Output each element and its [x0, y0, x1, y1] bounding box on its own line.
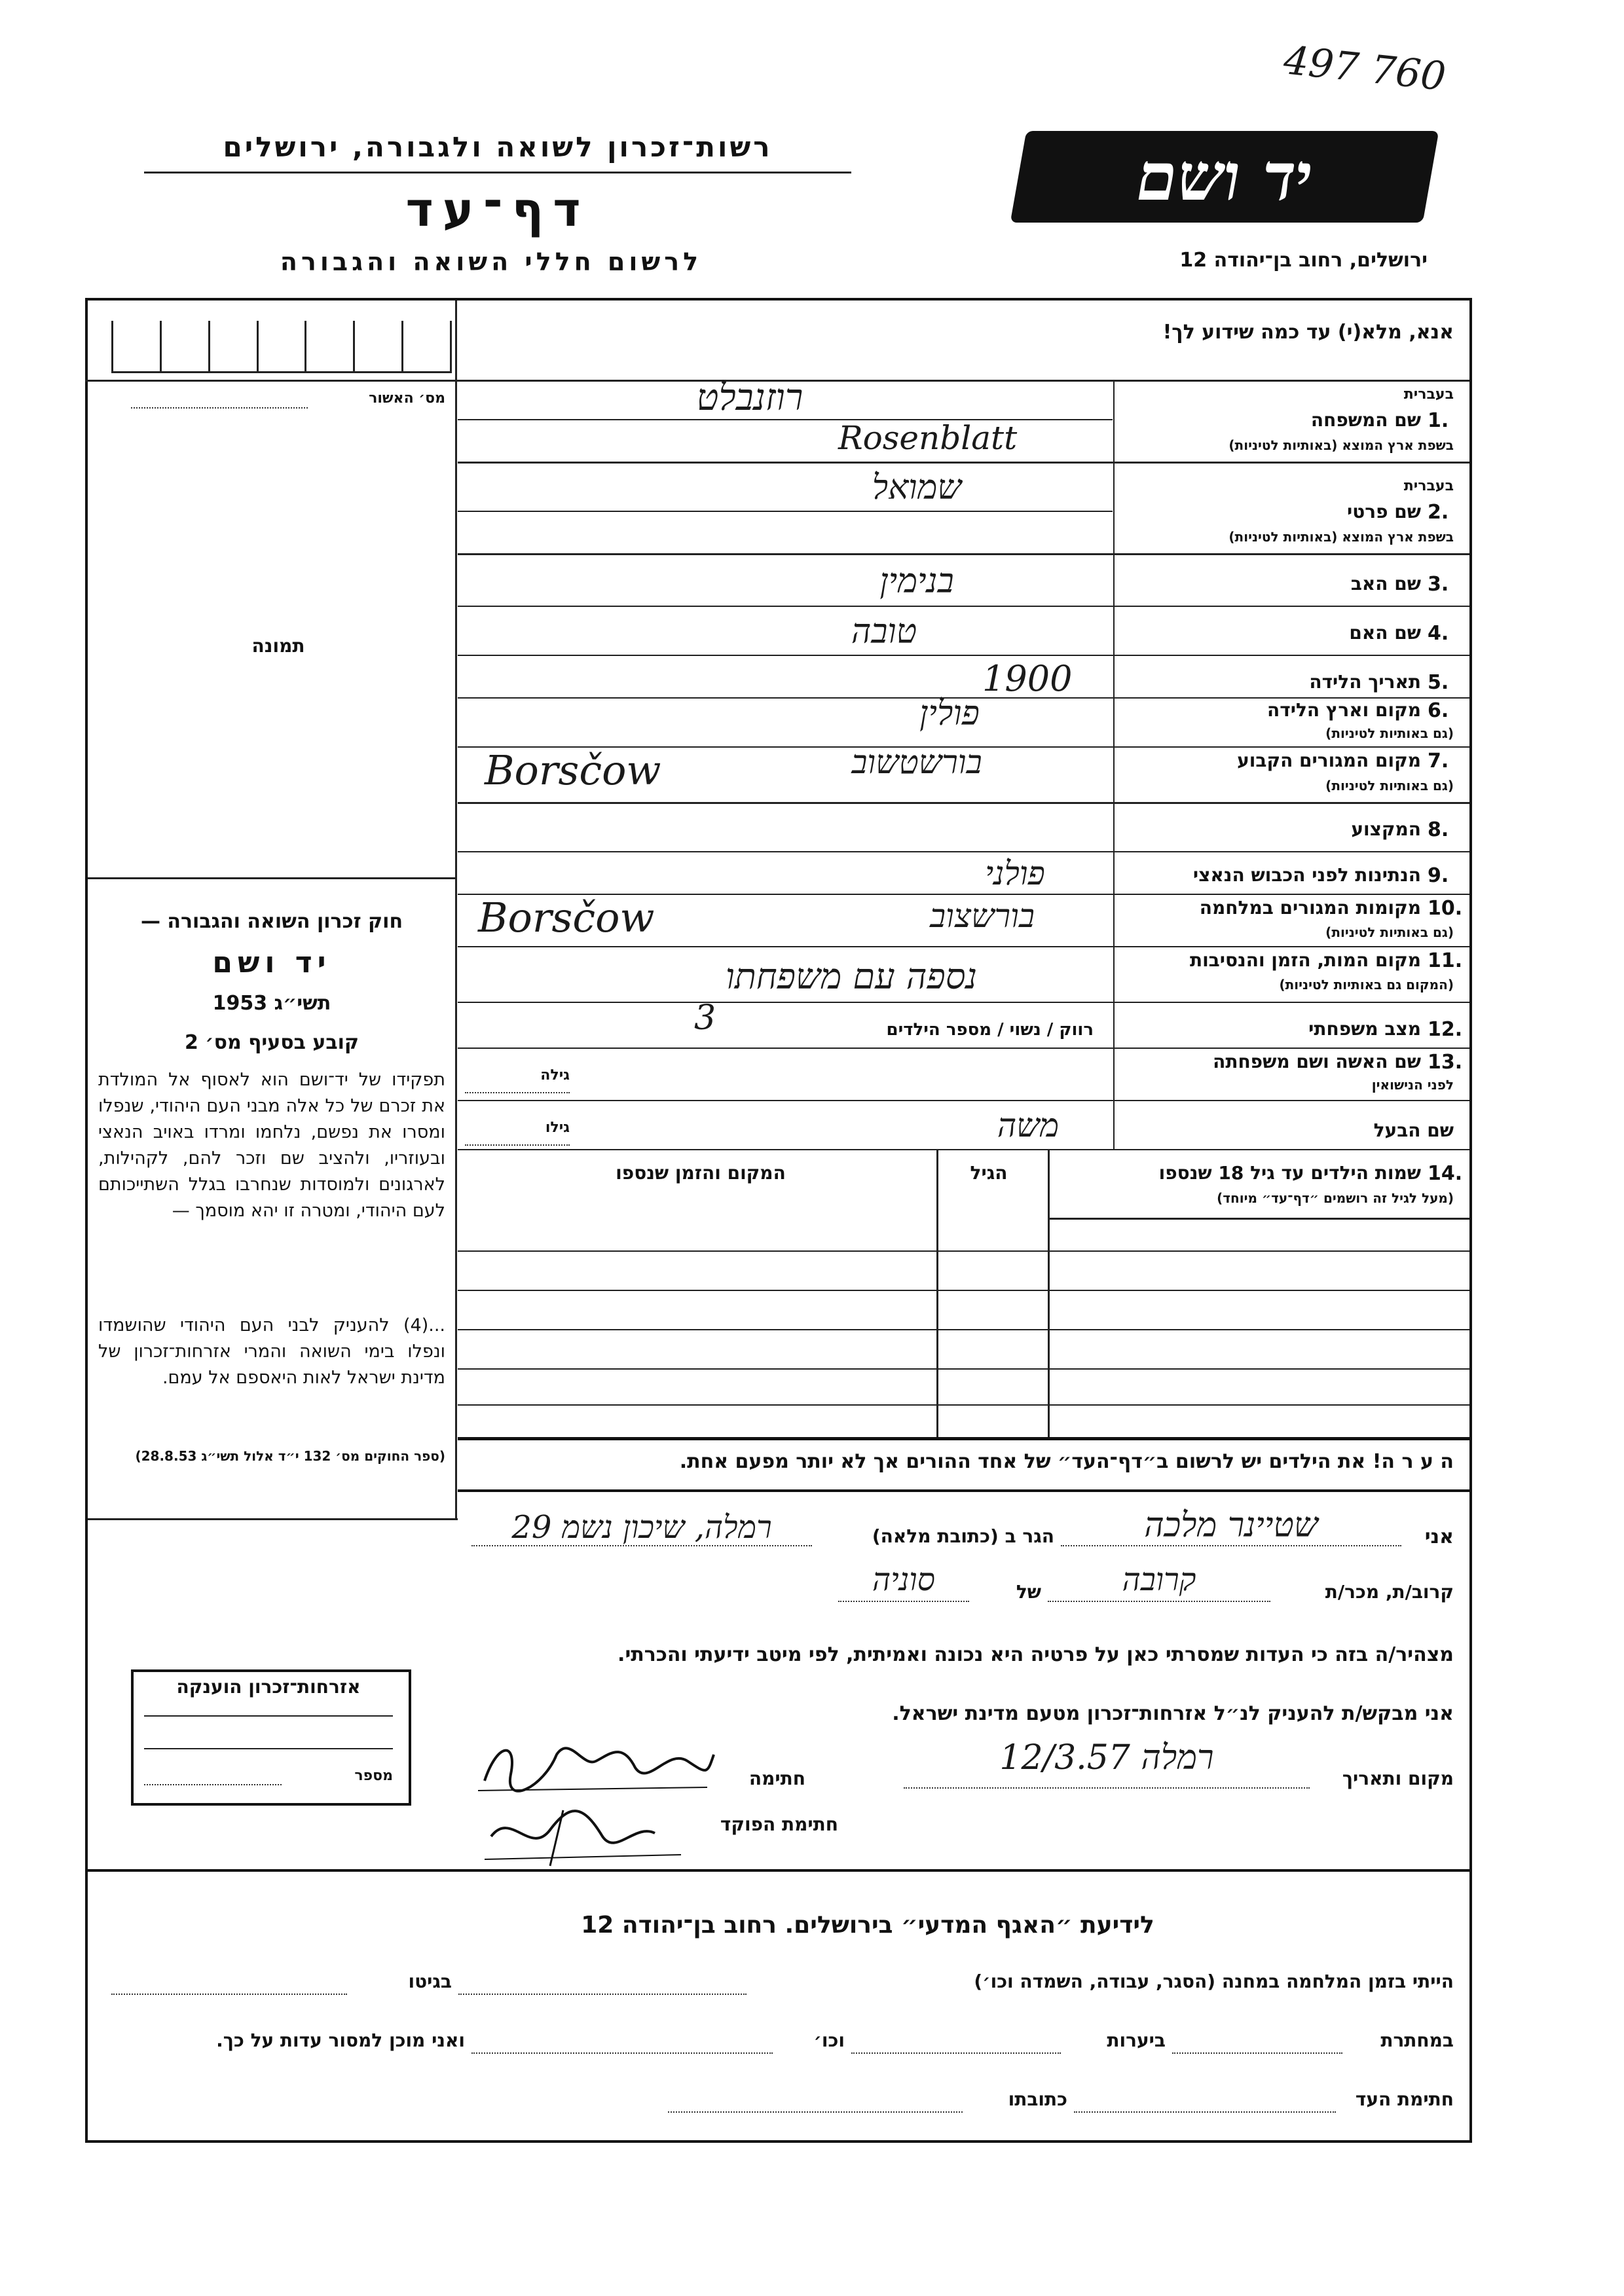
field-5-number: 5. — [1428, 671, 1449, 694]
children-col-age: הגיל — [970, 1162, 1008, 1184]
field-4-label: שם האם — [1349, 622, 1421, 644]
official-scribble-icon — [471, 1797, 694, 1869]
field-6-latin-note: (גם באותיות לטיניות) — [1325, 725, 1454, 741]
law-year-hebrew: תשי״ג — [274, 992, 331, 1015]
witness-of-value[interactable]: סוניה — [872, 1561, 935, 1598]
field-6-label: מקום וארץ הלידה — [1267, 699, 1421, 721]
official-signature-label: חתימת הפוקד — [720, 1813, 838, 1835]
field-7-label: מקום המגורים הקבוע — [1237, 750, 1421, 771]
field-11-value[interactable]: נספה עם משפחתו — [725, 956, 978, 997]
law-text: תפקידו של יד־ושם הוא לאסוף אל המולדת את זכרם של כל אלה מבני העם היהודי, שנפלו ומסרו את נפשם, נלחמו ומרדו באויב הנאצי ובעוזריו, ולהציב שם וזכר להם, לקהילות, לארגונים ולמוסדות שנחרבו בגלל השתייכותם לעם היהודי, ומטרה זו יהא מוסמך — — [98, 1070, 445, 1221]
field-10-number: 10. — [1428, 897, 1463, 920]
archive-number: 497 760 — [1282, 37, 1449, 100]
field-6-value[interactable]: פולין — [919, 694, 980, 733]
form-title: דף־עד — [405, 182, 590, 237]
law-year — [98, 992, 445, 1015]
field-13-number: 13. — [1428, 1051, 1463, 1074]
footer-witness-signature-label: חתימת העד — [1355, 2088, 1454, 2110]
field-10-label: מקומות המגורים במלחמה — [1199, 897, 1421, 919]
law-year-number: 1953 — [212, 992, 268, 1015]
field-10-value-hebrew[interactable]: בורשצוב — [930, 897, 1035, 935]
place-date-value[interactable]: רמלה 12/3.57 — [999, 1738, 1214, 1777]
field-12-options: רווק / נשוי / מספר הילדים — [886, 1020, 1094, 1040]
wife-age-label: גילה — [540, 1067, 570, 1084]
yad-vashem-logo: יד ושם — [1010, 131, 1439, 223]
field-1-number: 1. — [1428, 409, 1449, 432]
footer-testimony: ואני מוכן למסור עדות על כך. — [216, 2030, 465, 2051]
field-9-label: הנתינות לפני הכבוש הנאצי — [1192, 864, 1421, 886]
field-12-number: 12. — [1428, 1018, 1463, 1041]
children-note-line: ה ע ר ה! את הילדים יש לרשום ב״דף־העד״ של אחד ההורים אך לא יותר מפעם אחת. — [679, 1450, 1454, 1473]
field-12-label: מצב משפחתי — [1308, 1018, 1421, 1040]
approval-boxes — [111, 321, 452, 373]
official-signature[interactable] — [471, 1797, 694, 1869]
witness-name[interactable]: שטיינר מלכה — [1144, 1506, 1318, 1545]
footer-underground: במחתרת — [1380, 2030, 1454, 2051]
field-13-label: שם האשה ושם משפחתה — [1213, 1051, 1421, 1072]
approval-number-label: מס׳ האשור — [369, 390, 445, 407]
witness-relation[interactable]: קרובה — [1122, 1561, 1196, 1598]
field-5-label: תאריך הלידה — [1309, 671, 1421, 693]
field-8-label: המקצוע — [1351, 818, 1421, 840]
field-9-number: 9. — [1428, 864, 1449, 887]
witness-request: אני מבקש/ת להעניק לנ״ל אזרחות־זכרון מטעם מדינת ישראל. — [892, 1702, 1454, 1725]
field-3-label: שם האב — [1350, 573, 1421, 594]
children-note: (מעל לגיל זה רושמים ״דף־עד״ מיוחד) — [1217, 1190, 1454, 1206]
field-1-latin-note: בשפת ארץ המוצא (באותיות לטיניות) — [1228, 437, 1454, 453]
footer-ghetto: בגיטו — [408, 1971, 452, 1992]
field-7-number: 7. — [1428, 750, 1449, 773]
witness-signature[interactable] — [471, 1728, 720, 1800]
field-12-children-count[interactable]: 3 — [694, 998, 716, 1038]
witness-of-label: של — [1016, 1581, 1041, 1603]
children-label: שמות הילדים עד גיל 18 שנספו — [1158, 1162, 1421, 1184]
field-4-value[interactable]: טובה — [851, 612, 917, 651]
field-11-label: מקום המות, הזמן והנסיבות — [1189, 949, 1421, 971]
law-title: חוק זכרון השואה והגבורה — — [140, 910, 403, 933]
place-date-label: מקום ותאריך — [1342, 1768, 1454, 1789]
field-1-value-latin[interactable]: Rosenblatt — [838, 419, 1018, 457]
photo-label: תמונה — [251, 635, 305, 657]
husband-label: שם הבעל — [1373, 1120, 1454, 1141]
field-2-value-hebrew[interactable]: שמואל — [872, 468, 962, 507]
field-10-value-latin[interactable]: Borsčow — [478, 894, 655, 941]
field-7-value-hebrew[interactable]: בורשטשוב — [851, 743, 982, 781]
field-2-hebrew-tag: בעברית — [1403, 478, 1454, 494]
field-2-number: 2. — [1428, 501, 1449, 524]
signature-scribble-icon — [471, 1728, 720, 1800]
field-13-note: לפני הנישואין — [1371, 1077, 1454, 1093]
field-1-value-hebrew[interactable]: רוזנבלט — [696, 376, 803, 419]
law-clause: קובע בסעיף מס׳ 2 — [184, 1031, 360, 1054]
witness-address[interactable]: רמלה, שיכון נשמ 29 — [511, 1509, 772, 1546]
field-8-number: 8. — [1428, 818, 1449, 841]
footer-address-label: כתובתו — [1008, 2088, 1067, 2110]
witness-relation-label: קרוב/ת, מכר/ת — [1325, 1581, 1454, 1603]
field-7-value-latin[interactable]: Borsčow — [485, 746, 661, 794]
field-10-latin-note: (גם באותיות לטיניות) — [1325, 924, 1454, 940]
field-7-latin-note: (גם באותיות לטיניות) — [1325, 778, 1454, 793]
husband-value[interactable]: משה — [997, 1106, 1060, 1144]
field-14-number: 14. — [1428, 1162, 1463, 1185]
field-1-hebrew-tag: בעברית — [1403, 386, 1454, 403]
field-5-value[interactable]: 1900 — [982, 658, 1073, 699]
witness-address-label: הגר ב (כתובת מלאה) — [872, 1525, 1054, 1547]
footer-title: לידיעת ״האגף המדעי״ בירושלים. רחוב בן־יהודה 12 — [581, 1912, 1154, 1939]
field-2-latin-note: בשפת ארץ המוצא (באותיות לטיניות) — [1228, 529, 1454, 545]
footer-line1: הייתי בזמן המלחמה במחנה (הסגר, עבודה, השמדה וכו׳) — [974, 1971, 1454, 1992]
form-intro: אנא, מלא(י) עד כמה שידוע לך! — [1162, 321, 1454, 344]
field-6-number: 6. — [1428, 699, 1449, 722]
witness-i-label: אני — [1424, 1525, 1454, 1548]
law-text-2: ...(4) להעניק לבני העם היהודי שהושמדו ונפלו בימי השואה והמרי אזרחות־זכרון של מדינת ישראל לאות היאספם אל עמם. — [98, 1315, 445, 1388]
authority-name: רשות־זכרון לשואה ולגבורה, ירושלים — [223, 131, 773, 163]
field-11-number: 11. — [1428, 949, 1463, 972]
header-address: ירושלים, רחוב בן־יהודה 12 — [1179, 249, 1428, 272]
signature-label: חתימה — [748, 1768, 805, 1789]
gazette-reference: (ספר החוקים מס׳ 132 י״ד אלול תשי״ג 28.8.53) — [135, 1448, 445, 1464]
field-4-number: 4. — [1428, 622, 1449, 645]
certificate-title: אזרחות־זכרון הוענקה — [176, 1676, 361, 1698]
field-1-label: שם המשפחה — [1310, 409, 1421, 431]
witness-declaration: מצהיר/ה בזה כי העדות שמסרתי כאן על פרטיה היא נכונה ואמיתית, לפי מיטב ידיעתי והכרתי. — [618, 1643, 1454, 1666]
field-3-value[interactable]: בנימין — [879, 562, 954, 601]
field-11-note: (המקום גם באותיות לטיניות) — [1279, 977, 1454, 993]
field-9-value[interactable]: פולני — [985, 854, 1045, 892]
field-3-number: 3. — [1428, 573, 1449, 596]
children-col-place: המקום והזמן שנספו — [616, 1162, 786, 1184]
form-subtitle: לרשום חללי השואה והגבורה — [280, 247, 703, 276]
field-2-label: שם פרטי — [1346, 501, 1421, 522]
law-name: יד ושם — [212, 946, 331, 979]
husband-age-label: גילו — [545, 1120, 570, 1136]
footer-forest: ביערות — [1107, 2030, 1166, 2051]
certificate-number-label: מספר — [354, 1768, 393, 1784]
footer-etc: וכו׳ — [813, 2030, 845, 2051]
